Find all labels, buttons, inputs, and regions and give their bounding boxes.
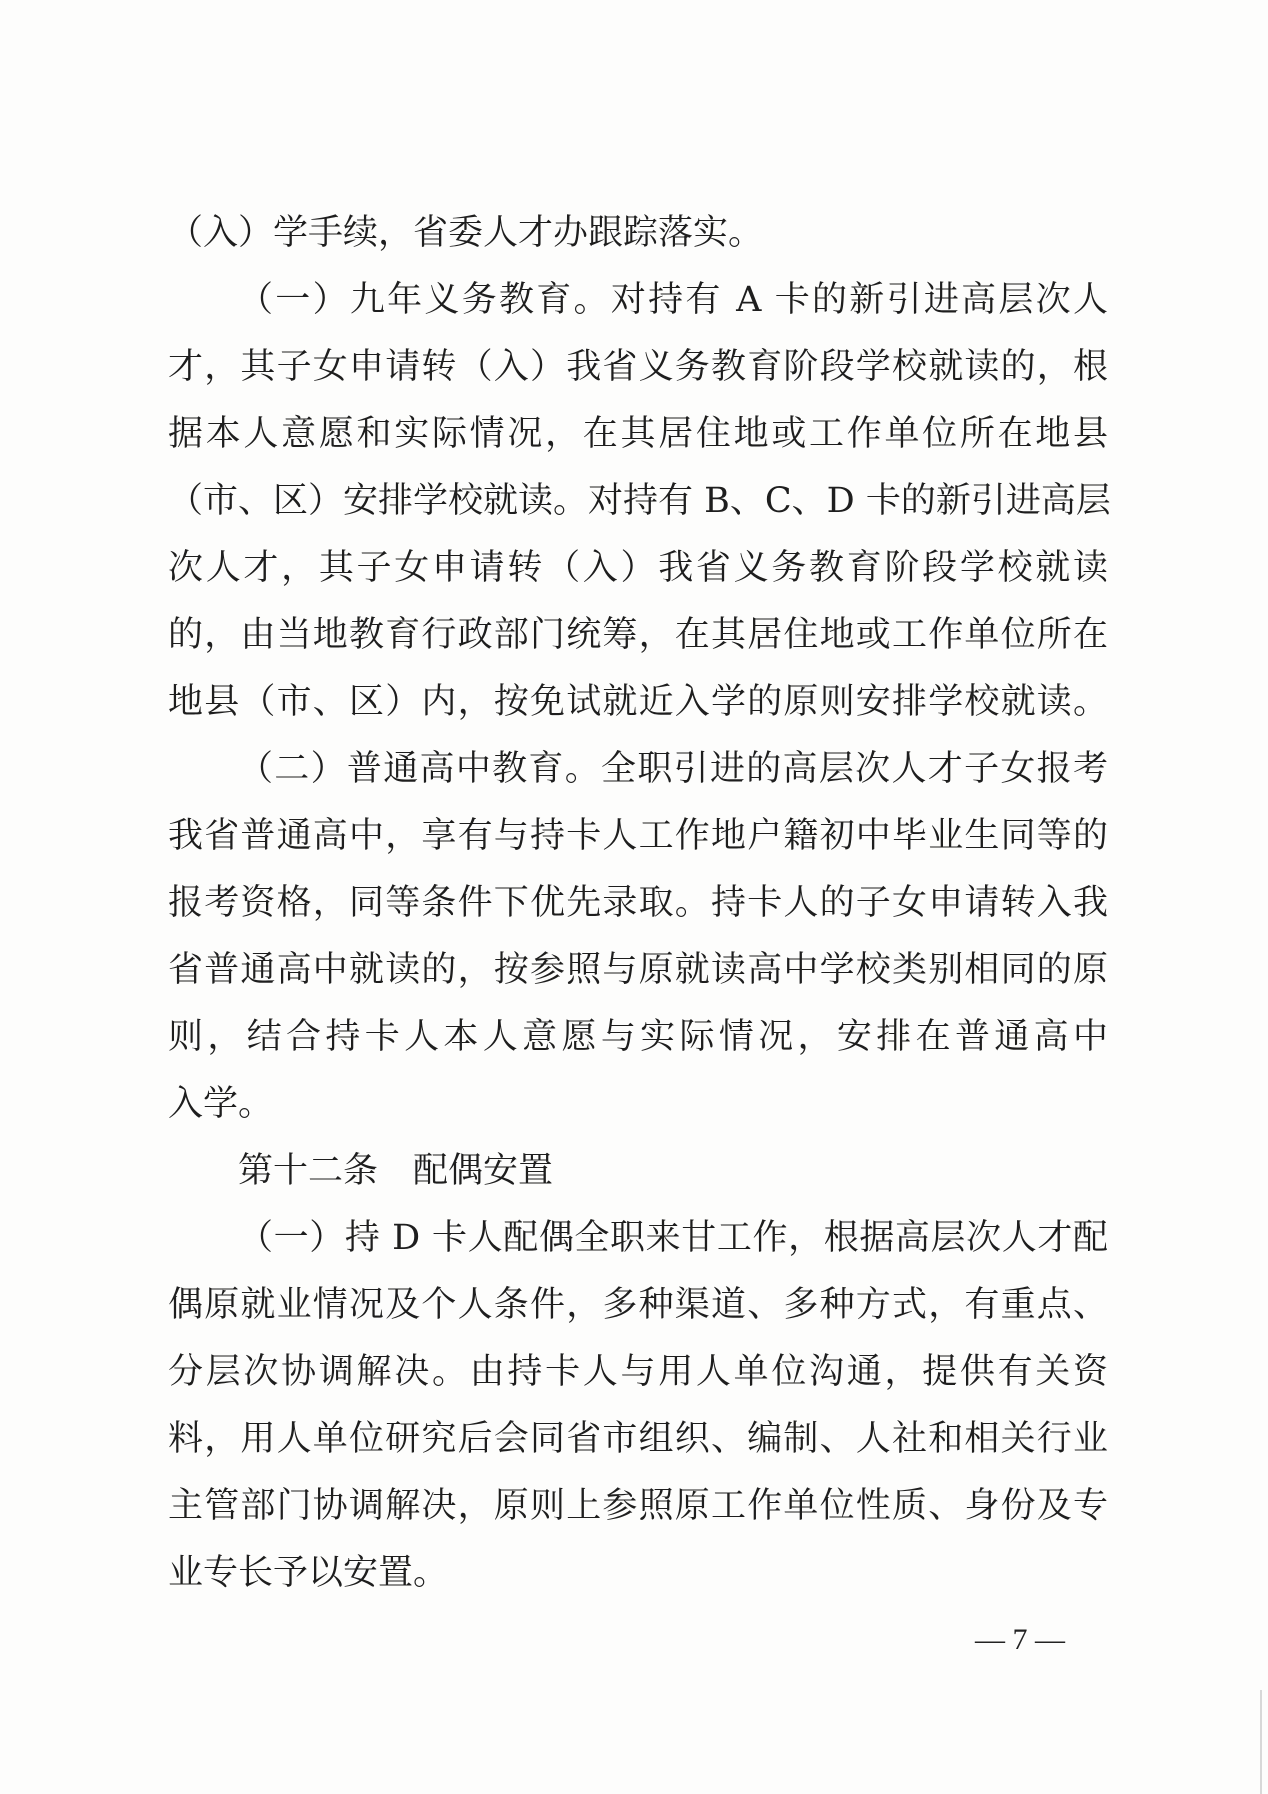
text-line: 主管部门协调解决，原则上参照原工作单位性质、身份及专 [168,1486,1108,1526]
scan-edge-mark [1260,1690,1262,1794]
section-heading: 第十二条 配偶安置 [238,1151,554,1191]
text-line: 分层次协调解决。由持卡人与用人单位沟通，提供有关资 [168,1352,1108,1392]
text-line: 地县（市、区）内，按免试就近入学的原则安排学校就读。 [168,682,1108,722]
text-line: 业专长予以安置。 [168,1553,449,1593]
text-line: 料，用人单位研究后会同省市组织、编制、人社和相关行业 [168,1419,1108,1459]
text-line: 入学。 [168,1084,274,1124]
page-number: — 7 — [975,1623,1065,1656]
text-line: （入）学手续，省委人才办跟踪落实。 [168,213,764,253]
text-line: 的，由当地教育行政部门统筹，在其居住地或工作单位所在 [168,615,1108,655]
text-line: （一）九年义务教育。对持有 A 卡的新引进高层次人 [238,280,1108,320]
text-line: 报考资格，同等条件下优先录取。持卡人的子女申请转入我 [168,883,1108,923]
text-line: 省普通高中就读的，按参照与原就读高中学校类别相同的原 [168,950,1108,990]
text-line: （一）持 D 卡人配偶全职来甘工作，根据高层次人才配 [238,1218,1108,1258]
text-line: （二）普通高中教育。全职引进的高层次人才子女报考 [238,749,1108,789]
text-line: 我省普通高中，享有与持卡人工作地户籍初中毕业生同等的 [168,816,1108,856]
text-line: 偶原就业情况及个人条件，多种渠道、多种方式，有重点、 [168,1285,1108,1325]
text-line: 才，其子女申请转（入）我省义务教育阶段学校就读的，根 [168,347,1108,387]
text-line: 次人才，其子女申请转（入）我省义务教育阶段学校就读 [168,548,1108,588]
text-line: 据本人意愿和实际情况，在其居住地或工作单位所在地县 [168,414,1108,454]
text-line: （市、区）安排学校就读。对持有 B、C、D 卡的新引进高层 [168,481,1111,521]
text-line: 则，结合持卡人本人意愿与实际情况，安排在普通高中 [168,1017,1108,1057]
body-text [168,200,1111,1607]
